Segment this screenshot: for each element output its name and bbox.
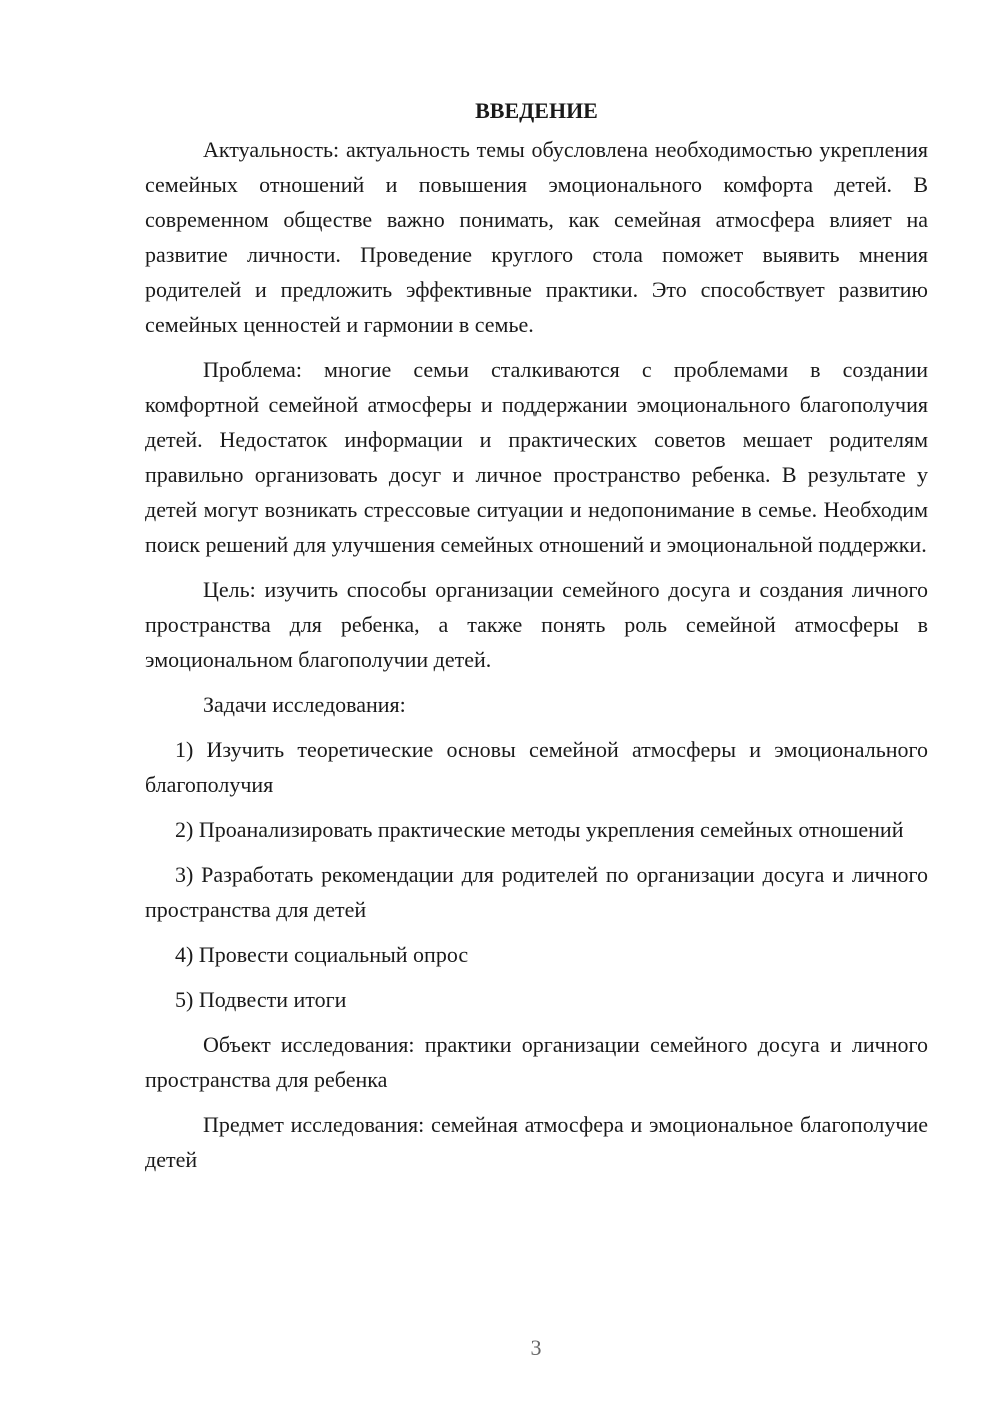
tasks-list xyxy=(145,732,928,1017)
task-item: 3) Разработать рекомендации для родителей по организации досуга и личного пространства для детей xyxy=(145,862,928,922)
task-item: 4) Провести социальный опрос xyxy=(175,942,469,967)
page-number: 3 xyxy=(530,1335,542,1360)
task-item: 5) Подвести итоги xyxy=(175,987,347,1012)
task-item: 2) Проанализировать практические методы укрепления семейных отношений xyxy=(175,817,904,842)
problem-paragraph: Проблема: многие семьи сталкиваются с проблемами в создании комфортной семейной атмосферы и поддержании эмоционального благополучия детей. Недостаток информации и практических советов мешает родителям правильно организовать досуг и личное пространство ребенка. В результате у детей могут возникать стрессовые ситуации и недопонимание в семье. Необходим поиск решений для улучшения семейных отношений и эмоциональной поддержки. xyxy=(145,357,928,557)
relevance-paragraph: Актуальность: актуальность темы обусловлена необходимостью укрепления семейных отношений и повышения эмоционального комфорта детей. В современном обществе важно понимать, как семейная атмосфера влияет на развитие личности. Проведение круглого стола поможет выявить мнения родителей и предложить эффективные практики. Это способствует развитию семейных ценностей и гармонии в семье. xyxy=(145,137,928,337)
section-title: ВВЕДЕНИЕ xyxy=(475,98,598,123)
goal-paragraph: Цель: изучить способы организации семейного досуга и создания личного пространства для ребенка, а также понять роль семейной атмосферы в эмоциональном благополучии детей. xyxy=(145,577,928,672)
subject-paragraph: Предмет исследования: семейная атмосфера и эмоциональное благополучие детей xyxy=(145,1112,928,1172)
page-content xyxy=(145,93,928,1187)
tasks-heading: Задачи исследования: xyxy=(203,692,406,717)
task-item: 1) Изучить теоретические основы семейной атмосферы и эмоционального благополучия xyxy=(145,737,928,797)
object-paragraph: Объект исследования: практики организации семейного досуга и личного пространства для ребенка xyxy=(145,1032,928,1092)
